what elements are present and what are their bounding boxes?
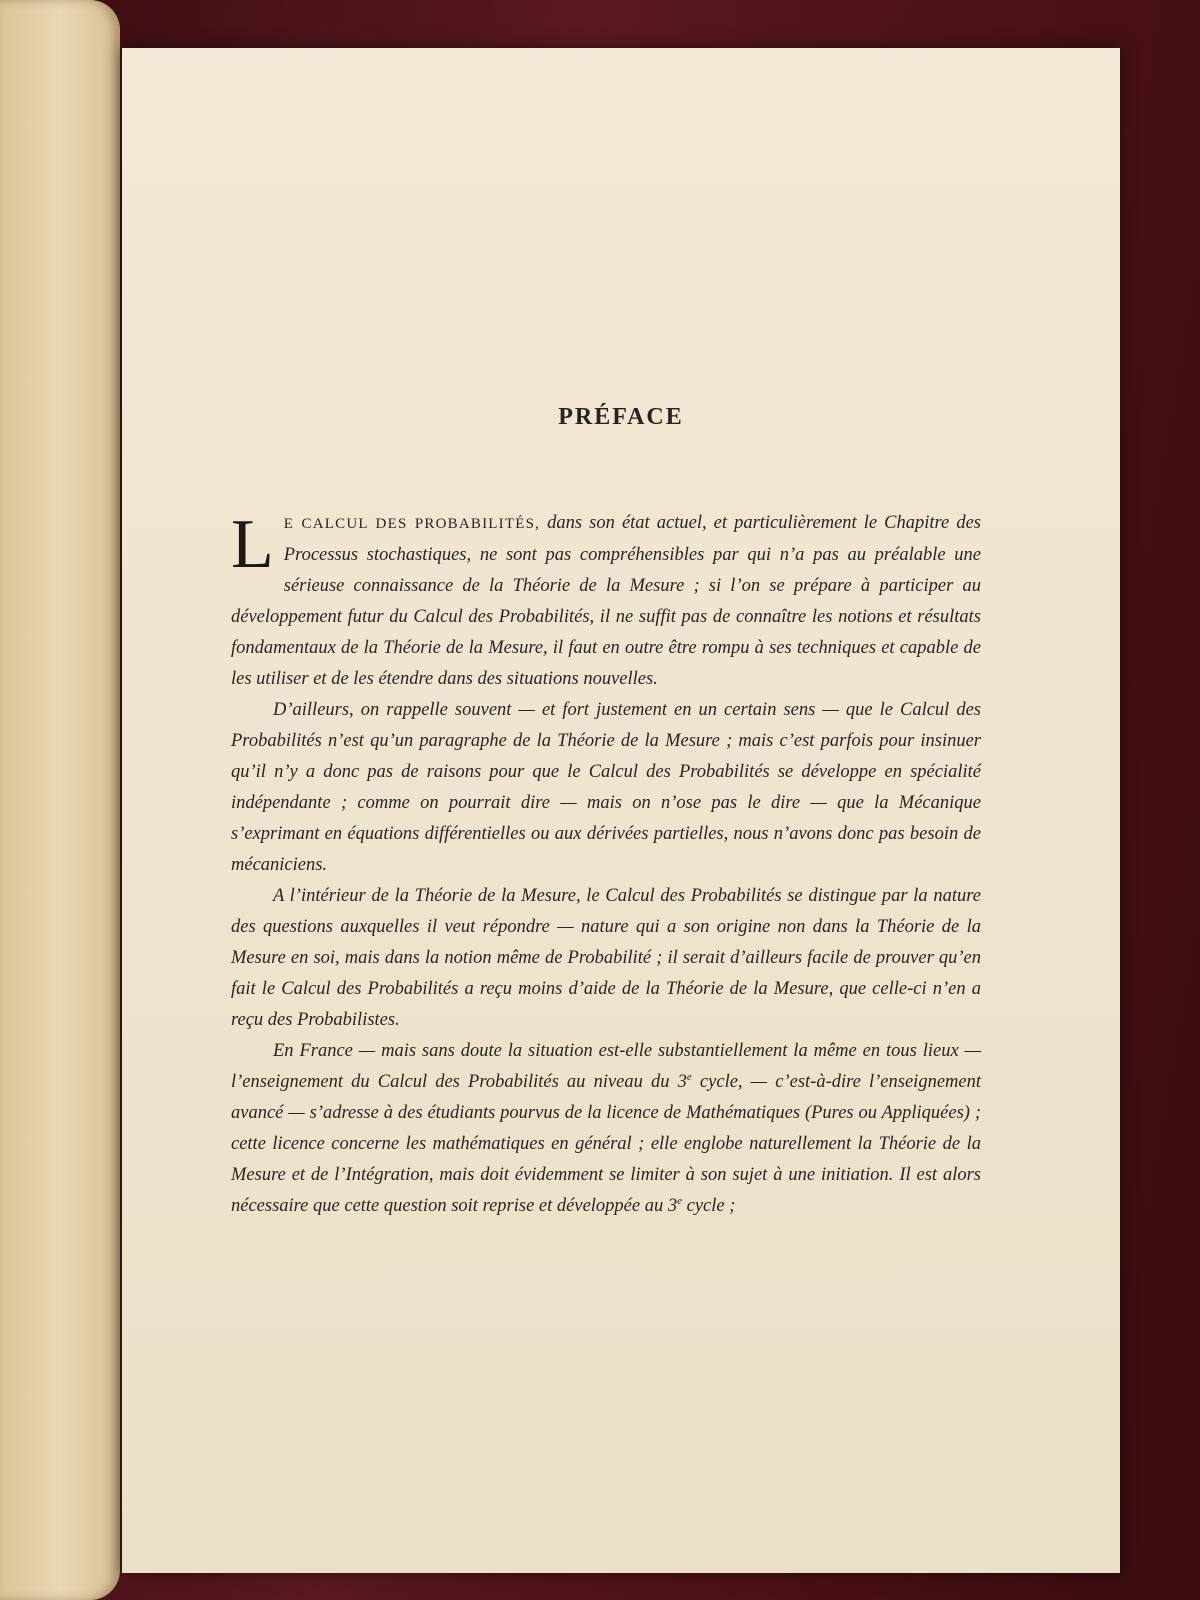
superscript: e [686, 1070, 692, 1083]
paragraph-1 [231, 508, 981, 695]
lead-smallcaps: E CALCUL DES PROBABILITÉS, [283, 516, 541, 532]
facing-page [0, 0, 120, 1600]
paragraph-4-part-b: cycle, — c’est-à-dire l’enseignement avancé — s’adresse à des étudiants pourvus de la licence de Mathématiques (Pures ou Appliquées) ; cette licence concerne les mathématiques en général ; elle englobe naturellement la Théorie de la Mesure et de l’Intégration, mais doit évidemment se limiter à son sujet à une initiation. Il est alors nécessaire que cette question soit reprise et développée au 3 [231, 1072, 981, 1216]
paragraph-4-part-a: En France — mais sans doute la situation est-elle substantiellement la même en tous lieux — l’enseignement du Calcul des Probabilités au niveau du 3 [231, 1041, 981, 1092]
drop-cap: L [231, 506, 274, 583]
preface-body [231, 508, 981, 1222]
paragraph-2: D’ailleurs, on rappelle souvent — et fort justement en un certain sens — que le Calcul des Probabilités n’est qu’un paragraphe de la Théorie de la Mesure ; mais c’est parfois pour insinuer qu’il n’y a donc pas de raisons pour que le Calcul des Probabilités se développe en spécialité indépendante ; comme on pourrait dire — mais on n’ose pas le dire — que la Mécanique s’exprimant en équations différentielles ou aux dérivées partielles, nous n’avons donc pas besoin de mécaniciens. [231, 700, 981, 875]
paragraph-3: A l’intérieur de la Théorie de la Mesure, le Calcul des Probabilités se distingue par la nature des questions auxquelles il veut répondre — nature qui a son origine non dans la Théorie de la Mesure en soi, mais dans la notion même de Probabilité ; il serait d’ailleurs facile de prouver qu’en fait le Calcul des Probabilités a reçu moins d’aide de la Théorie de la Mesure, que celle-ci n’en a reçu des Probabilistes. [231, 886, 981, 1030]
book-page [122, 48, 1120, 1573]
paragraph-4-part-c: cycle ; [681, 1196, 736, 1216]
paragraph-1-text: dans son état actuel, et particulièrement le Chapitre des Processus stochastiques, ne sont pas compréhensibles par qui n’a pas au préalable une sérieuse connaissance de la Théorie de la Mesure ; si l’on se prépare à participer au développement futur du Calcul des Probabilités, il ne suffit pas de connaître les notions et résultats fondamentaux de la Théorie de la Mesure, il faut en outre être rompu à ses techniques et capable de les utiliser et de les étendre dans des situations nouvelles. [231, 513, 981, 689]
paragraph-4 [231, 1036, 981, 1222]
superscript: e [677, 1194, 682, 1207]
page-title: PRÉFACE [558, 404, 684, 430]
